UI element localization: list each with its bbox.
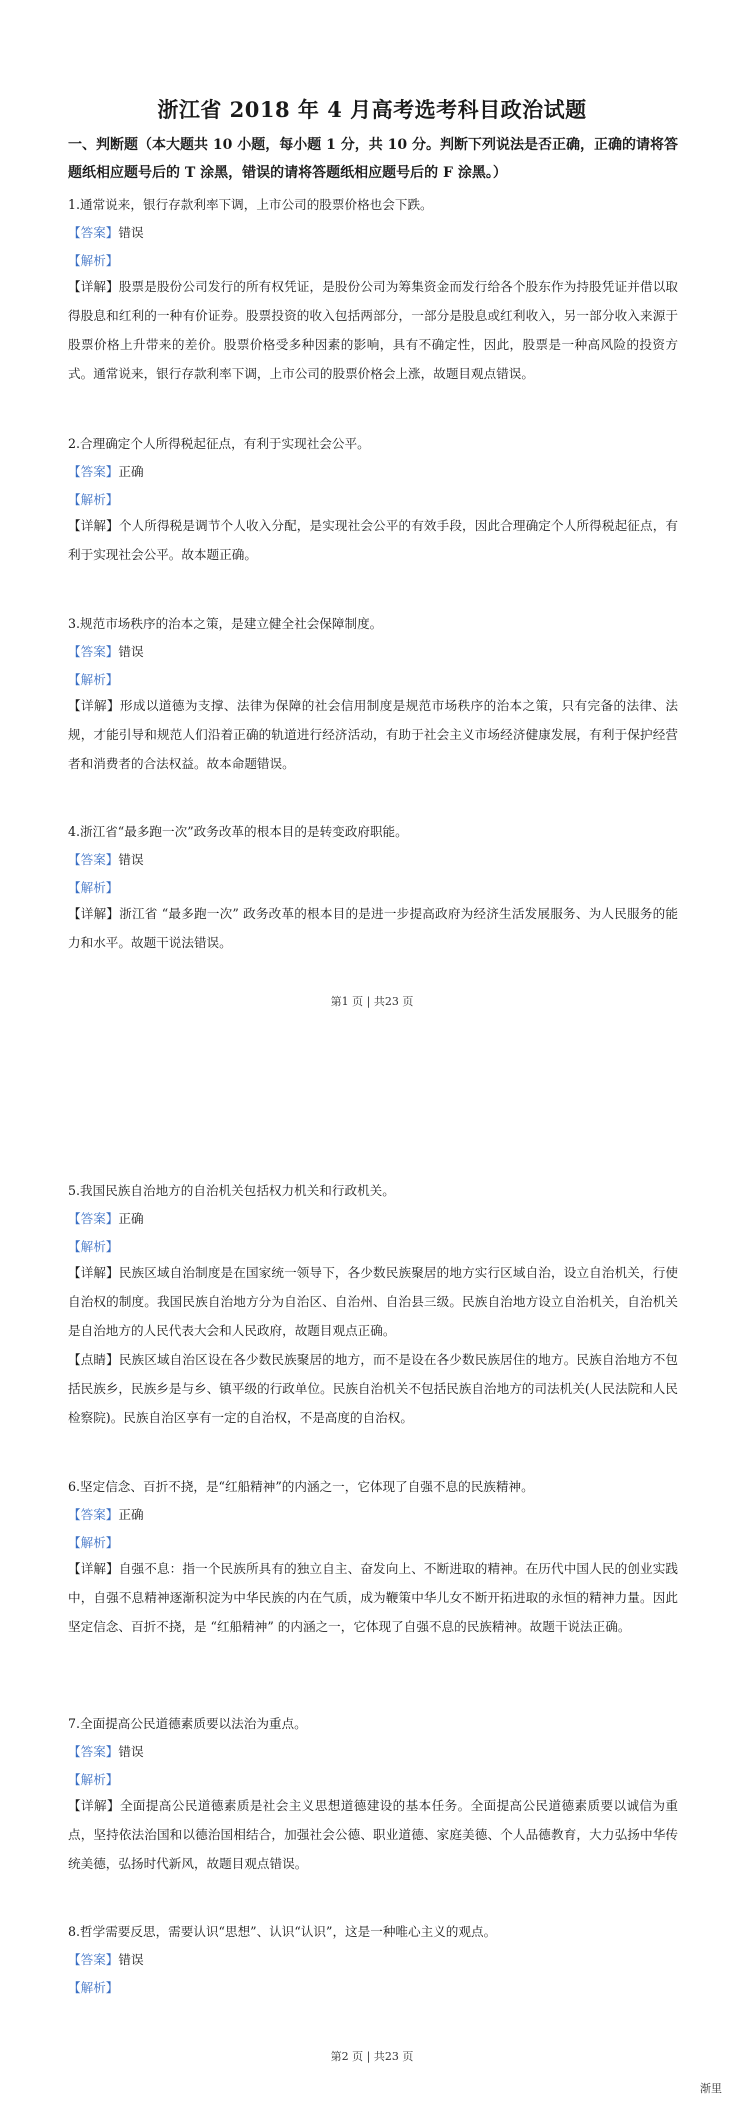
page-1 — [0, 0, 744, 1045]
answer-2: 【答案】正确 — [68, 464, 144, 479]
analysis-label-7: 【解析】 — [68, 1772, 119, 1787]
detail-5: 【详解】民族区域自治制度是在国家统一领导下，各少数民族聚居的地方实行区域自治，设立自治机关，行使自治权的制度。我国民族自治地方分为自治区、自治州、自治县三级。民族自治地方设立自治机关，自治机关是自治地方的人民代表大会和人民政府，故题目观点正确。 — [68, 1265, 678, 1338]
answer-3: 【答案】错误 — [68, 644, 144, 659]
analysis-label-5: 【解析】 — [68, 1239, 119, 1254]
answer-7: 【答案】错误 — [68, 1744, 144, 1759]
question-3: 3.规范市场秩序的治本之策，是建立健全社会保障制度。 — [68, 616, 383, 631]
section-heading: 一、判断题（本大题共 10 小题，每小题 1 分，共 10 分。判断下列说法是否正确，正确的请将答题纸相应题号后的 T 涂黑，错误的请将答题纸相应题号后的 F 涂黑。） — [68, 137, 678, 181]
analysis-label-2: 【解析】 — [68, 492, 119, 507]
question-1: 1.通常说来，银行存款利率下调，上市公司的股票价格也会下跌。 — [68, 197, 433, 212]
analysis-label-3: 【解析】 — [68, 672, 119, 687]
question-5: 5.我国民族自治地方的自治机关包括权力机关和行政机关。 — [68, 1183, 395, 1198]
corner-mark: 渐里 — [700, 2082, 722, 2095]
page-footer-2: 第2 页 | 共23 页 — [330, 2050, 414, 2063]
detail-7: 【详解】全面提高公民道德素质是社会主义思想道德建设的基本任务。全面提高公民道德素质要以诚信为重点，坚持依法治国和以德治国相结合，加强社会公德、职业道德、家庭美德、个人品德教育，大力弘扬中华传统美德，弘扬时代新风，故题目观点错误。 — [68, 1798, 678, 1871]
note-5: 【点睛】民族区域自治区设在各少数民族聚居的地方，而不是设在各少数民族居住的地方。民族自治地方不包括民族乡，民族乡是与乡、镇平级的行政单位。民族自治机关不包括民族自治地方的司法机关(人民法院和人民检察院)。民族自治区享有一定的自治权，不是高度的自治权。 — [68, 1352, 678, 1425]
detail-3: 【详解】形成以道德为支撑、法律为保障的社会信用制度是规范市场秩序的治本之策，只有完备的法律、法规，才能引导和规范人们沿着正确的轨道进行经济活动，有助于社会主义市场经济健康发展，有利于保护经营者和消费者的合法权益。故本命题错误。 — [68, 698, 678, 771]
question-4: 4.浙江省“最多跑一次”政务改革的根本目的是转变政府职能。 — [68, 824, 408, 839]
question-2: 2.合理确定个人所得税起征点，有利于实现社会公平。 — [68, 436, 370, 451]
answer-8: 【答案】错误 — [68, 1952, 144, 1967]
detail-6: 【详解】自强不息：指一个民族所具有的独立自主、奋发向上、不断进取的精神。在历代中国人民的创业实践中，自强不息精神逐渐积淀为中华民族的内在气质，成为鞭策中华儿女不断开拓进取的永恒的精神力量。因此坚定信念、百折不挠，是 “红船精神” 的内涵之一，它体现了自强不息的民族精神。故题干说法正确。 — [68, 1561, 678, 1634]
analysis-label-1: 【解析】 — [68, 253, 119, 268]
detail-1: 【详解】股票是股份公司发行的所有权凭证，是股份公司为筹集资金而发行给各个股东作为持股凭证并借以取得股息和红利的一种有价证券。股票投资的收入包括两部分，一部分是股息或红利收入，另一部分收入来源于股票价格上升带来的差价。股票价格受多种因素的影响，具有不确定性，因此，股票是一种高风险的投资方式。通常说来，银行存款利率下调，上市公司的股票价格会上涨，故题目观点错误。 — [68, 279, 678, 381]
analysis-label-4: 【解析】 — [68, 880, 119, 895]
answer-label: 【答案】 — [68, 225, 119, 240]
detail-4: 【详解】浙江省 “最多跑一次” 政务改革的根本目的是进一步提高政府为经济生活发展服务、为人民服务的能力和水平。故题干说法错误。 — [68, 906, 678, 950]
page-title: 浙江省 2018 年 4 月高考选考科目政治试题 — [157, 97, 587, 122]
answer-1: 【答案】错误 — [68, 225, 144, 240]
page-2 — [0, 1160, 744, 2104]
analysis-label-8: 【解析】 — [68, 1980, 119, 1995]
question-8: 8.哲学需要反思，需要认识“思想”、认识“认识”，这是一种唯心主义的观点。 — [68, 1924, 497, 1939]
answer-6: 【答案】正确 — [68, 1507, 144, 1522]
question-7: 7.全面提高公民道德素质要以法治为重点。 — [68, 1716, 307, 1731]
question-6: 6.坚定信念、百折不挠，是“红船精神”的内涵之一，它体现了自强不息的民族精神。 — [68, 1479, 534, 1494]
answer-5: 【答案】正确 — [68, 1211, 144, 1226]
answer-4: 【答案】错误 — [68, 852, 144, 867]
detail-2: 【详解】个人所得税是调节个人收入分配，是实现社会公平的有效手段，因此合理确定个人所得税起征点，有利于实现社会公平。故本题正确。 — [68, 518, 678, 562]
page-footer-1: 第1 页 | 共23 页 — [330, 995, 414, 1008]
analysis-label-6: 【解析】 — [68, 1535, 119, 1550]
